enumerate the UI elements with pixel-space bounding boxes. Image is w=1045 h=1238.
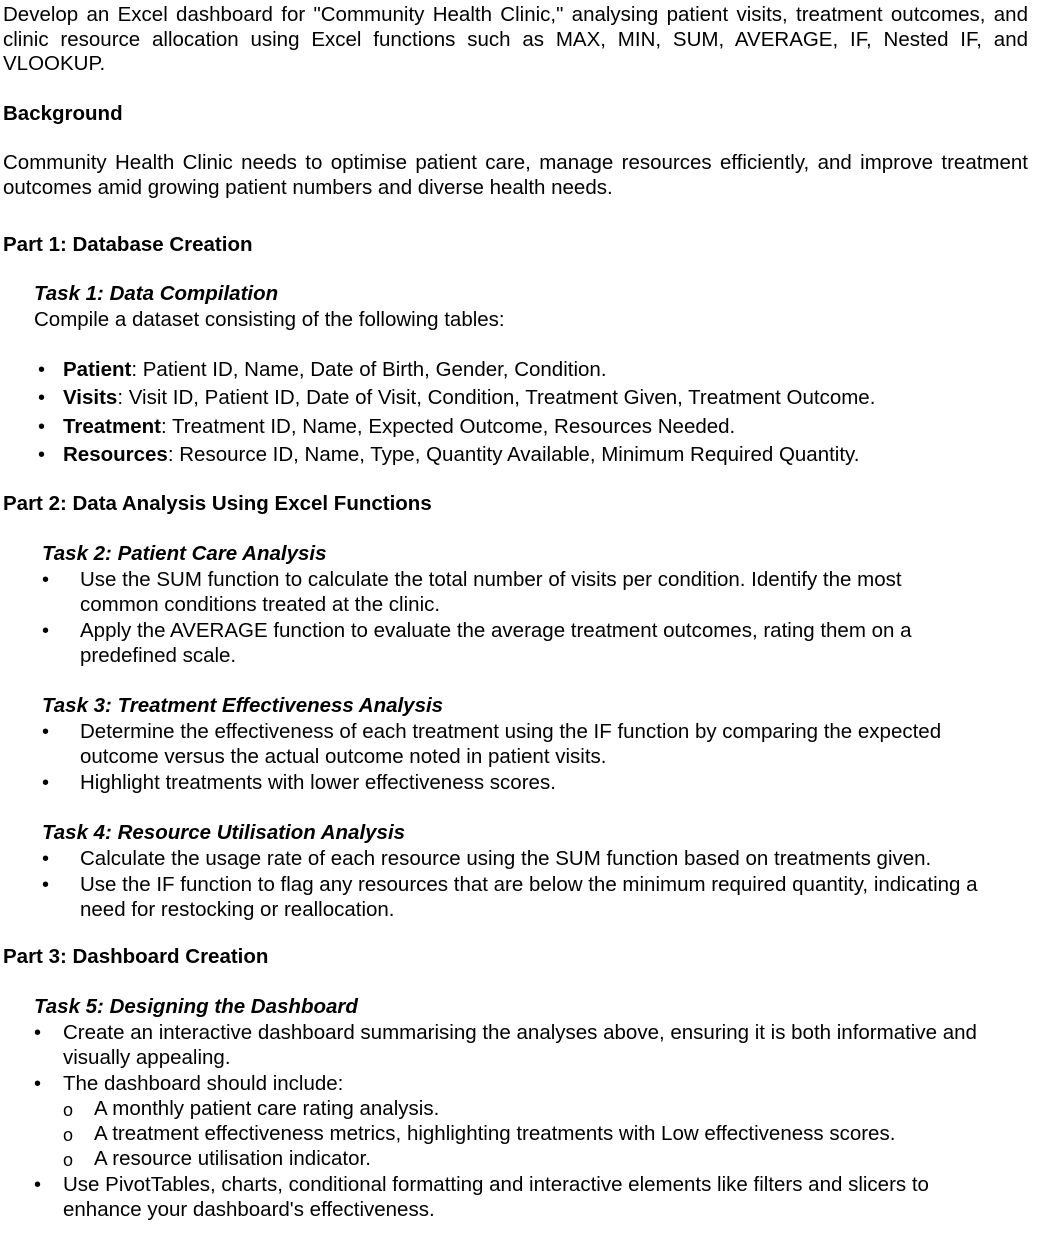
bullet-icon: • — [38, 387, 46, 409]
list-item-text: : Visit ID, Patient ID, Date of Visit, Condition, Treatment Given, Treatment Outcome. — [117, 386, 876, 409]
background-paragraph: Community Health Clinic needs to optimise patient care, manage resources efficiently, and improve treatment outcomes amid growing patient numbers and diverse health needs. — [3, 151, 1028, 199]
list-item-text: : Resource ID, Name, Type, Quantity Available, Minimum Required Quantity. — [167, 443, 860, 466]
task5-sub-item: A monthly patient care rating analysis. — [94, 1097, 440, 1120]
task2-bullet1-line2: common conditions treated at the clinic. — [80, 593, 441, 616]
task5-bullet3-line1: Use PivotTables, charts, conditional formatting and interactive elements like filters and slicers to — [63, 1173, 929, 1196]
list-item-term: Patient — [63, 358, 132, 381]
bullet-icon: • — [38, 444, 46, 466]
list-item-text: : Treatment ID, Name, Expected Outcome, Resources Needed. — [160, 415, 736, 438]
task5-bullet1-line2: visually appealing. — [63, 1046, 231, 1069]
sub-bullet-icon: o — [63, 1100, 74, 1120]
task3-title: Task 3: Treatment Effectiveness Analysis — [42, 694, 444, 717]
part1-heading: Part 1: Database Creation — [3, 233, 253, 256]
task3-bullet1-line1: Determine the effectiveness of each treatment using the IF function by comparing the expected — [80, 720, 942, 743]
task5-bullet2: The dashboard should include: — [63, 1072, 344, 1095]
task4-bullet2-line2: need for restocking or reallocation. — [80, 898, 395, 921]
bullet-icon: • — [38, 359, 46, 381]
bullet-icon: • — [34, 1174, 42, 1196]
list-item — [63, 386, 875, 411]
bullet-icon: • — [34, 1073, 42, 1095]
list-item-text: : Patient ID, Name, Date of Birth, Gender, Condition. — [131, 358, 607, 381]
intro-paragraph: Develop an Excel dashboard for "Community Health Clinic," analysing patient visits, treatment outcomes, and clinic resource allocation using Excel functions such as MAX, MIN, SUM, AVERAGE, IF, Nested IF, and VLOOKUP. — [3, 3, 1028, 75]
bullet-icon: • — [38, 416, 46, 438]
sub-bullet-icon: o — [63, 1125, 74, 1145]
task1-description: Compile a dataset consisting of the following tables: — [34, 308, 505, 331]
task2-bullet2-line2: predefined scale. — [80, 644, 237, 667]
task4-bullet2-line1: Use the IF function to flag any resources that are below the minimum required quantity, indicating a — [80, 873, 978, 896]
list-item — [63, 443, 859, 468]
bullet-icon: • — [34, 1022, 42, 1044]
task5-title: Task 5: Designing the Dashboard — [34, 995, 358, 1018]
bullet-icon: • — [42, 569, 50, 591]
bullet-icon: • — [42, 772, 50, 794]
bullet-icon: • — [42, 721, 50, 743]
sub-bullet-icon: o — [63, 1150, 74, 1170]
task2-bullet1-line1: Use the SUM function to calculate the total number of visits per condition. Identify the most — [80, 568, 902, 591]
background-heading: Background — [3, 102, 123, 125]
task1-title: Task 1: Data Compilation — [34, 282, 279, 305]
task3-bullet2-line1: Highlight treatments with lower effectiveness scores. — [80, 771, 556, 794]
task4-bullet1-line1: Calculate the usage rate of each resource using the SUM function based on treatments given. — [80, 847, 932, 870]
list-item — [63, 415, 735, 440]
list-item-term: Resources — [63, 443, 168, 466]
task2-bullet2-line1: Apply the AVERAGE function to evaluate the average treatment outcomes, rating them on a — [80, 619, 912, 642]
list-item — [63, 358, 607, 383]
task2-title: Task 2: Patient Care Analysis — [42, 542, 327, 565]
bullet-icon: • — [42, 874, 50, 896]
bullet-icon: • — [42, 848, 50, 870]
task5-sub-item: A resource utilisation indicator. — [94, 1147, 371, 1170]
part3-heading: Part 3: Dashboard Creation — [3, 945, 269, 968]
task3-bullet1-line2: outcome versus the actual outcome noted in patient visits. — [80, 745, 607, 768]
list-item-term: Visits — [63, 386, 118, 409]
bullet-icon: • — [42, 620, 50, 642]
task5-bullet3-line2: enhance your dashboard's effectiveness. — [63, 1198, 435, 1221]
task4-title: Task 4: Resource Utilisation Analysis — [42, 821, 406, 844]
task5-bullet1-line1: Create an interactive dashboard summarising the analyses above, ensuring it is both informative and — [63, 1021, 977, 1044]
part2-heading: Part 2: Data Analysis Using Excel Functions — [3, 492, 432, 515]
list-item-term: Treatment — [63, 415, 161, 438]
task5-sub-item: A treatment effectiveness metrics, highlighting treatments with Low effectiveness scores. — [94, 1122, 896, 1145]
